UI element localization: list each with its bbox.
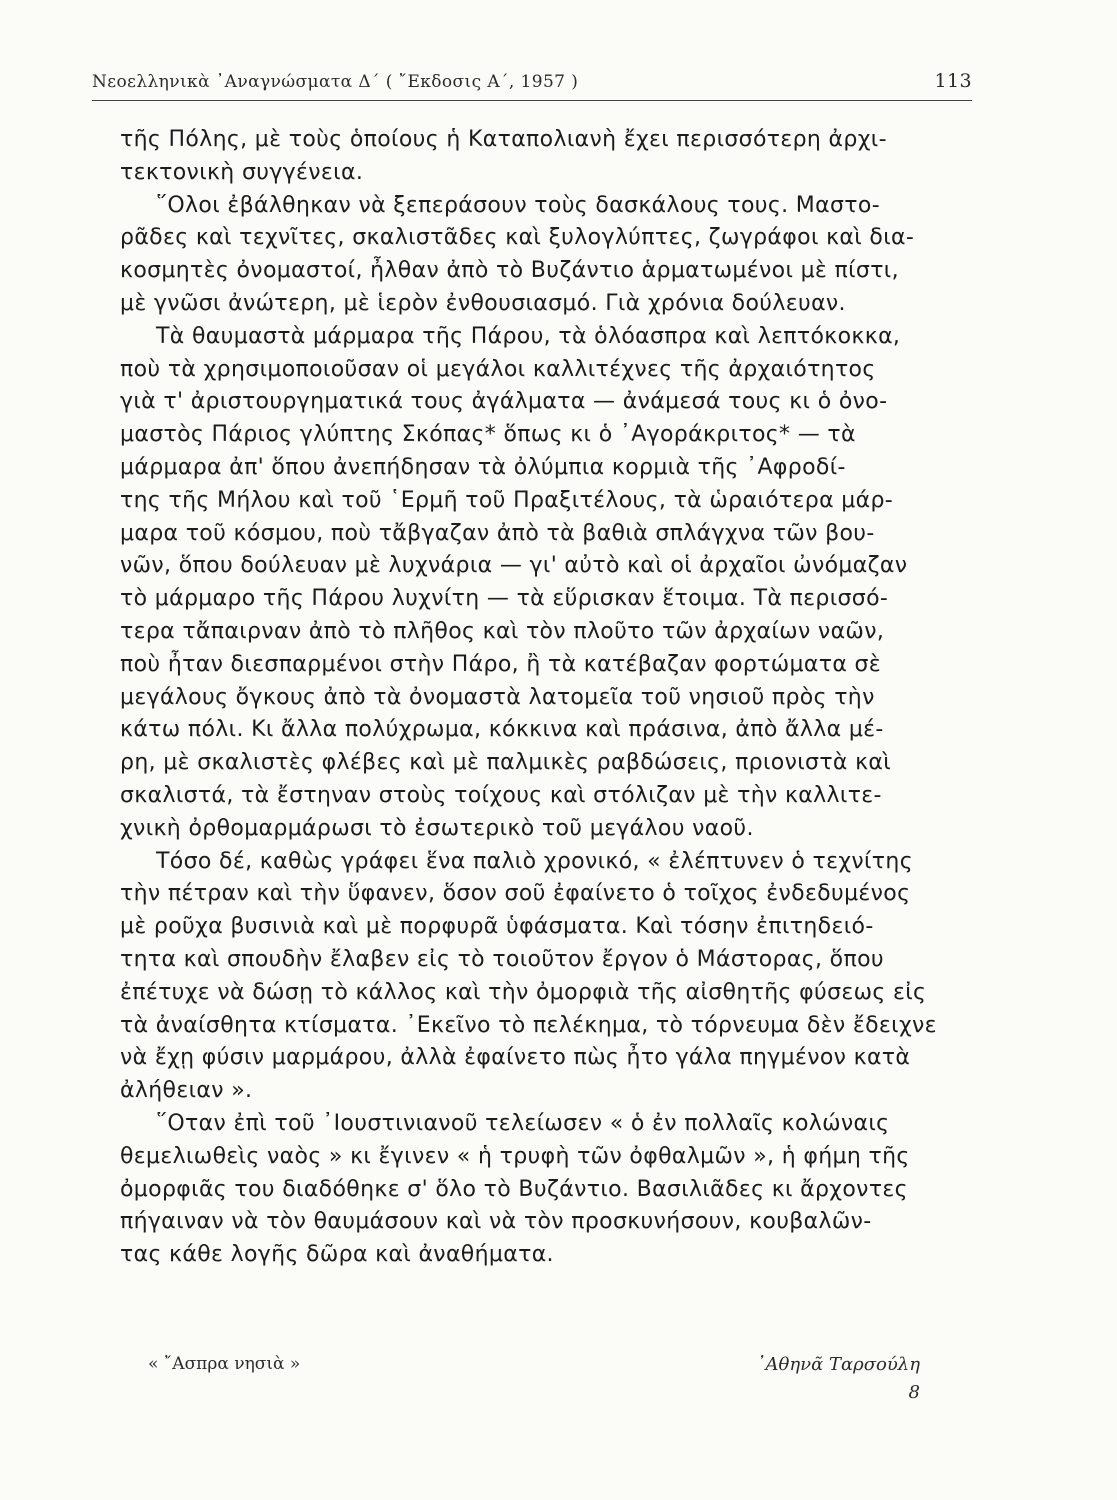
text-line: ἐπέτυχε νὰ δώσῃ τὸ κάλλος καὶ τὴν ὀμορφιὰ τῆς αἰσθητῆς φύσεως εἰς	[120, 979, 927, 1005]
text-line: μαστὸς Πάριος γλύπτης Σκόπας* ὅπως κι ὁ ᾿Αγοράκριτος* — τὰ	[120, 422, 856, 448]
text-line: ῞Ολοι ἐβάλθηκαν νὰ ξεπεράσουν τοὺς δασκάλους τους. Μαστο-	[156, 192, 880, 218]
text-line: ποὺ τὰ χρησιμοποιοῦσαν οἱ μεγάλοι καλλιτέχνες τῆς ἀρχαιότητος	[120, 356, 876, 382]
page-number: 113	[934, 70, 972, 92]
source-title: « ῎Ασπρα νησιὰ »	[148, 1354, 301, 1374]
paragraph	[120, 846, 970, 1108]
header-rule	[92, 100, 972, 101]
text-line: τὴν πέτραν καὶ τὴν ὕφανεν, ὅσον σοῦ ἐφαίνετο ὁ τοῖχος ἐνδεδυμένος	[120, 881, 911, 907]
book-title: Νεοελληνικὰ ᾿Αναγνώσματα Δ΄ ( ῎Εκδοσις Α΄, 1957 )	[92, 72, 579, 92]
text-line: τας κάθε λογῆς δῶρα καὶ ἀναθήματα.	[120, 1242, 554, 1268]
text-line: γιὰ τ' ἀριστουργηματικά τους ἀγάλματα — ἀνάμεσά τους κι ὁ ὀνο-	[120, 389, 888, 415]
text-line: ῞Οταν ἐπὶ τοῦ ᾿Ιουστινιανοῦ τελείωσεν « ὁ ἐν πολλαῖς κολώναις	[156, 1110, 890, 1136]
paragraph	[120, 321, 970, 846]
running-header	[92, 68, 972, 102]
paragraph	[120, 124, 970, 190]
text-line: ἀλήθειαν ».	[120, 1078, 253, 1104]
body-text	[120, 124, 970, 1272]
text-line: χνικὴ ὀρθομαρμάρωσι τὸ ἐσωτερικὸ τοῦ μεγάλου ναοῦ.	[120, 815, 754, 841]
text-line: ρᾶδες καὶ τεχνῖτες, σκαλιστᾶδες καὶ ξυλογλύπτες, ζωγράφοι καὶ δια-	[120, 225, 915, 251]
text-line: ποὺ ἦταν διεσπαρμένοι στὴν Πάρο, ἢ τὰ κατέβαζαν φορτώματα σὲ	[120, 651, 882, 677]
text-line: τὰ ἀναίσθητα κτίσματα. ᾿Εκεῖνο τὸ πελέκημα, τὸ τόρνευμα δὲν ἔδειχνε	[120, 1012, 937, 1038]
text-line: τεκτονικὴ συγγένεια.	[120, 159, 364, 185]
text-line: κοσμητὲς ὀνομαστοί, ἦλθαν ἀπὸ τὸ Βυζάντιο ἁρματωμένοι μὲ πίστι,	[120, 258, 899, 284]
text-line: ρη, μὲ σκαλιστὲς φλέβες καὶ μὲ παλμικὲς ραβδώσεις, πριονιστὰ καὶ	[120, 750, 892, 776]
text-line: μεγάλους ὄγκους ἀπὸ τὰ ὀνομαστὰ λατομεῖα τοῦ νησιοῦ πρὸς τὴν	[120, 684, 875, 710]
paragraph	[120, 190, 970, 321]
paragraph	[120, 1108, 970, 1272]
footer	[120, 1354, 920, 1414]
text-line: νὰ ἔχῃ φύσιν μαρμάρου, ἀλλὰ ἐφαίνετο πὼς ἦτο γάλα πηγμένον κατὰ	[120, 1045, 911, 1071]
text-line: μάρμαρα ἀπ' ὅπου ἀνεπήδησαν τὰ ὀλύμπια κορμιὰ τῆς ᾿Αφροδί-	[120, 454, 846, 480]
text-line: νῶν, ὅπου δούλευαν μὲ λυχνάρια — γι' αὐτὸ καὶ οἱ ἀρχαῖοι ὠνόμαζαν	[120, 553, 908, 579]
signature-mark: 8	[908, 1382, 920, 1403]
text-line: Τὰ θαυμαστὰ μάρμαρα τῆς Πάρου, τὰ ὁλόασπρα καὶ λεπτόκοκκα,	[156, 323, 901, 349]
text-line: μὲ ροῦχα βυσινιὰ καὶ μὲ πορφυρᾶ ὑφάσματα. Καὶ τόσην ἐπιτηδειό-	[120, 914, 874, 940]
text-line: σκαλιστά, τὰ ἔστηναν στοὺς τοίχους καὶ στόλιζαν μὲ τὴν καλλιτε-	[120, 782, 882, 808]
text-line: ὀμορφιᾶς του διαδόθηκε σ' ὅλο τὸ Βυζάντιο. Βασιλιᾶδες κι ἄρχοντες	[120, 1176, 908, 1202]
text-line: μὲ γνῶσι ἀνώτερη, μὲ ἱερὸν ἐνθουσιασμό. Γιὰ χρόνια δούλευαν.	[120, 290, 846, 316]
text-line: κάτω πόλι. Κι ἄλλα πολύχρωμα, κόκκινα καὶ πράσινα, ἀπὸ ἄλλα μέ-	[120, 717, 884, 743]
text-line: της τῆς Μήλου καὶ τοῦ ῾Ερμῆ τοῦ Πραξιτέλους, τὰ ὡραιότερα μάρ-	[120, 487, 894, 513]
text-line: μαρα τοῦ κόσμου, ποὺ τἄβγαζαν ἀπὸ τὰ βαθιὰ σπλάγχνα τῶν βου-	[120, 520, 875, 546]
text-line: τερα τἄπαιρναν ἀπὸ τὸ πλῆθος καὶ τὸν πλοῦτο τῶν ἀρχαίων ναῶν,	[120, 618, 885, 644]
text-line: Τόσο δέ, καθὼς γράφει ἕνα παλιὸ χρονικό, « ἐλέπτυνεν ὁ τεχνίτης	[156, 848, 913, 874]
text-line: τὸ μάρμαρο τῆς Πάρου λυχνίτη — τὰ εὕρισκαν ἕτοιμα. Τὰ περισσό-	[120, 586, 889, 612]
text-line: τῆς Πόλης, μὲ τοὺς ὁποίους ἡ Καταπολιανὴ ἔχει περισσότερη ἀρχι-	[120, 127, 887, 152]
text-line: τητα καὶ σπουδὴν ἔλαβεν εἰς τὸ τοιοῦτον ἔργον ὁ Μάστορας, ὅπου	[120, 946, 884, 972]
author-name: ᾿Αθηνᾶ Ταρσούλη	[756, 1354, 920, 1375]
text-line: πήγαιναν νὰ τὸν θαυμάσουν καὶ νὰ τὸν προσκυνήσουν, κουβαλῶν-	[120, 1209, 872, 1235]
text-line: θεμελιωθεὶς ναὸς » κι ἔγινεν « ἡ τρυφὴ τῶν ὀφθαλμῶν », ἡ φήμη τῆς	[120, 1143, 910, 1169]
